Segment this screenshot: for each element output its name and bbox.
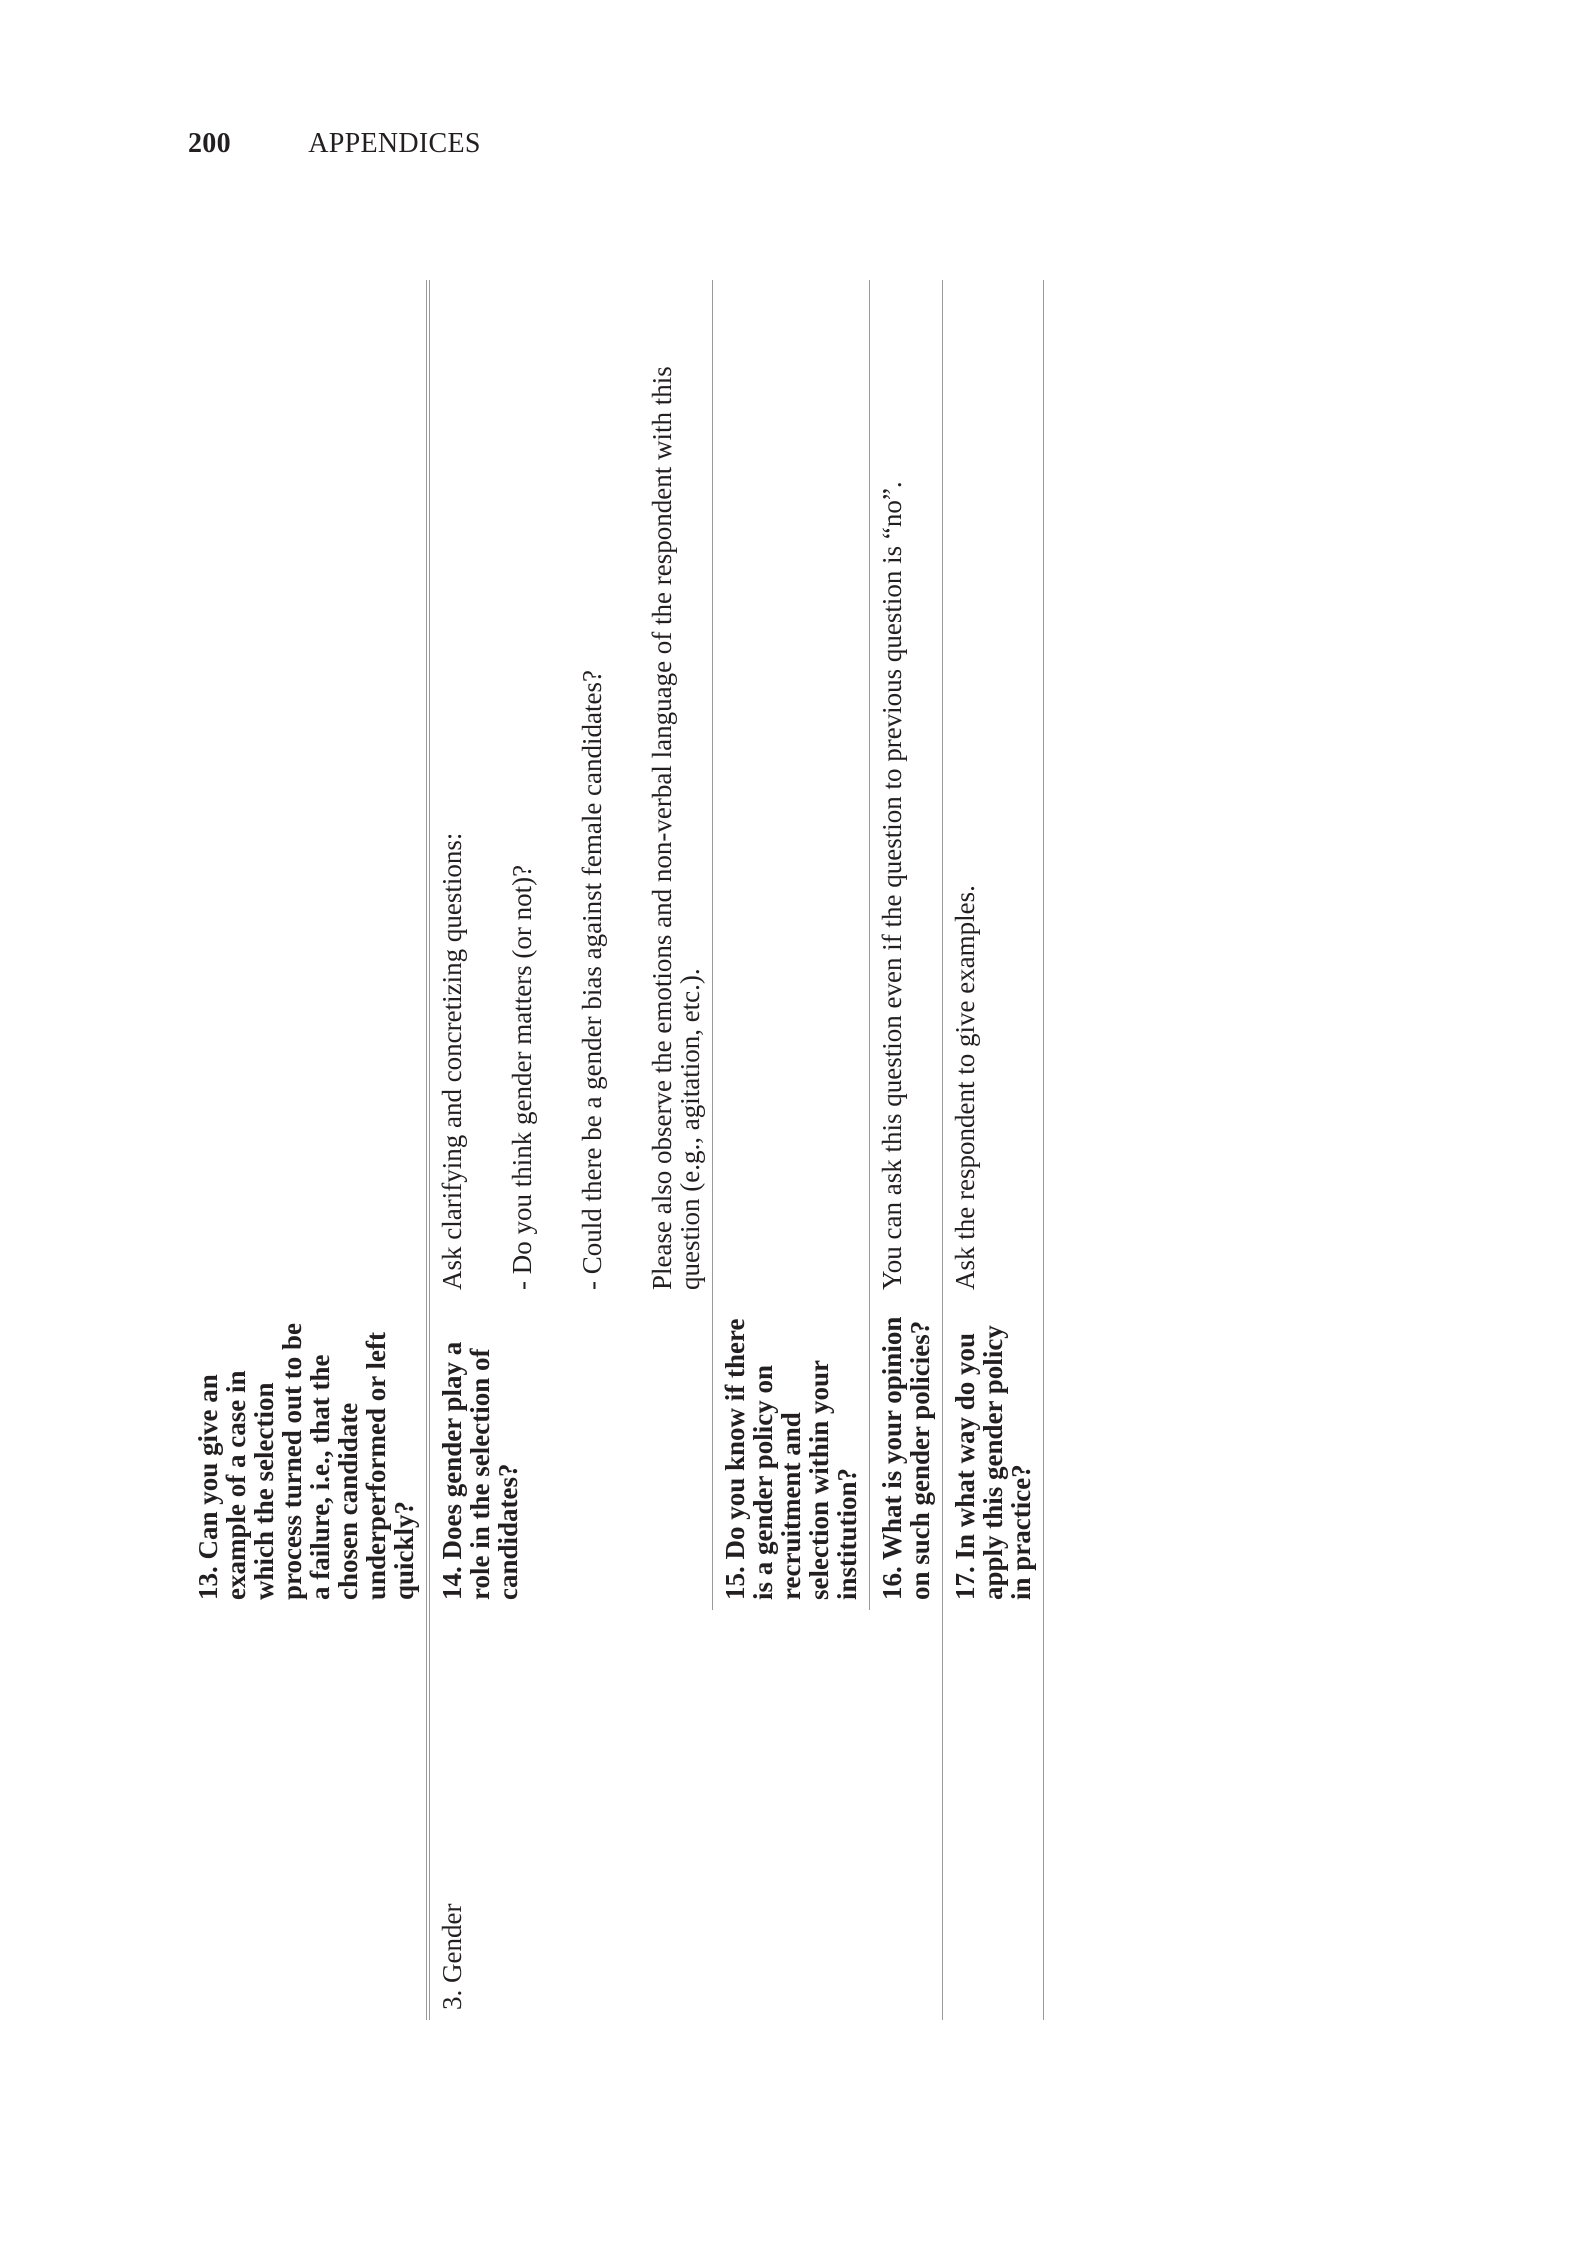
question-17: 17. In what way do you apply this gender policy in practice? — [943, 1300, 1044, 1610]
notes-cell — [713, 280, 870, 1300]
running-head — [188, 126, 481, 162]
note-examples: Ask the respondent to give examples. — [943, 280, 1044, 1300]
theme-gender: 3. Gender — [428, 1610, 943, 2020]
note-previous-question: You can ask this question even if the question to previous question is “no”. — [870, 280, 943, 1300]
notes-cell — [186, 280, 428, 1300]
theme-cell — [186, 1610, 428, 2020]
theme-cell — [943, 1610, 1044, 2020]
table-row — [186, 280, 428, 2020]
question-16: 16. What is your opinion on such gender policies? — [870, 1300, 943, 1610]
note-observe-emotions: Please also observe the emotions and non-verbal language of the respondent with this question (e.g., agitation, etc.). — [647, 366, 705, 1290]
page-number: 200 — [188, 128, 231, 159]
question-15: 15. Do you know if there is a gender policy on recruitment and selection within your institution? — [713, 1300, 870, 1610]
note-gender-matters: - Do you think gender matters (or not)? — [507, 864, 537, 1290]
table-row — [943, 280, 1044, 2020]
question-14 — [428, 1300, 713, 1610]
section-title: APPENDICES — [308, 128, 481, 159]
note-clarifying: Ask clarifying and concretizing questions: — [437, 832, 467, 1290]
interview-guide-table-container — [186, 280, 1036, 2020]
question-14-text: 14. Does gender play a role in the selection of candidates? — [437, 1341, 523, 1600]
question-13: 13. Can you give an example of a case in which the selection process turned out to be a failure, i.e., that the chosen candidate underperformed or left quickly? — [186, 1300, 428, 1610]
notes-cell — [428, 280, 713, 1300]
note-gender-bias: - Could there be a gender bias against female candidates? — [577, 670, 607, 1290]
interview-guide-table — [186, 280, 1044, 2020]
